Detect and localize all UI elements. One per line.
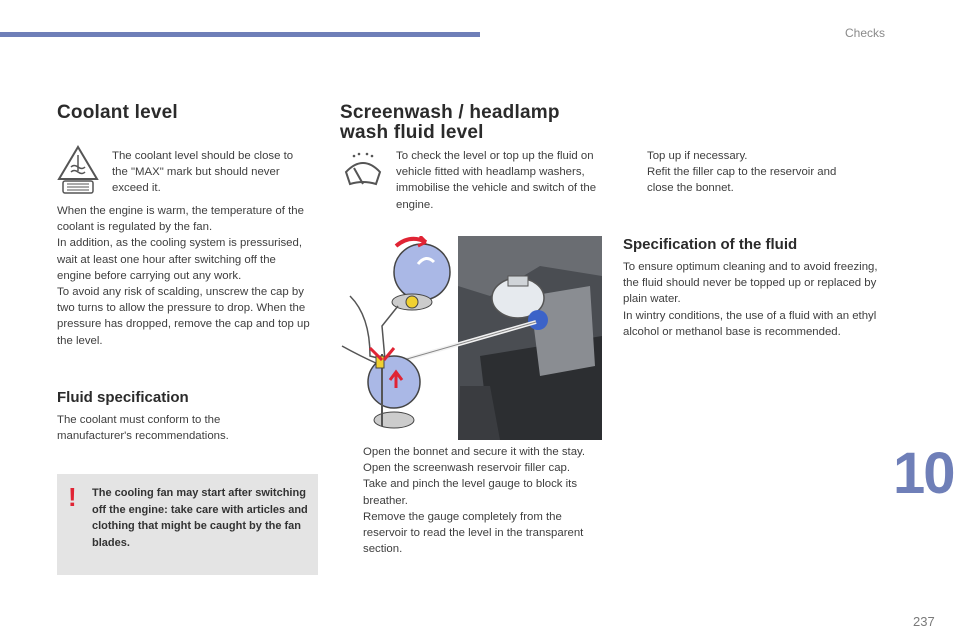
coolant-reservoir-icon	[57, 145, 99, 195]
chapter-number: 10	[893, 441, 954, 506]
coolant-intro: The coolant level should be close to the "MAX" mark but should never exceed it.	[112, 150, 294, 195]
page-number: 237	[913, 614, 935, 629]
header-bar	[0, 32, 480, 37]
list-item: Remove the gauge completely from the reservoir to read the level in the transparent section.	[363, 510, 584, 556]
screenwash-intro: To check the level or top up the fluid on vehicle fitted with headlamp washers, immobilise the vehicle and switch of the engine.	[396, 150, 597, 211]
list-item: Open the bonnet and secure it with the stay.	[363, 446, 586, 458]
windscreen-washer-icon	[342, 150, 384, 190]
coolant-title: Coolant level	[57, 102, 178, 123]
spec-title: Specification of the fluid	[623, 236, 798, 253]
topup-steps	[625, 148, 865, 197]
section-label: Checks	[844, 26, 885, 40]
fluid-spec-text: The coolant must conform to the manufacturer's recommendations.	[57, 414, 229, 443]
coolant-paragraph: To avoid any risk of scalding, unscrew the cap by two turns to allow the pressure to drop. When the pressure has dropped, remove the cap and top up the level.	[57, 286, 310, 347]
screenwash-title	[340, 103, 560, 143]
list-item: Take and pinch the level gauge to block its breather.	[363, 478, 578, 507]
warning-text: The cooling fan may start after switching off the engine: take care with articles and clothing that might be caught by the fan blades.	[92, 487, 308, 549]
list-item: Open the screenwash reservoir filler cap.	[363, 462, 571, 475]
list-item: Top up if necessary.	[647, 150, 748, 162]
screenwash-steps	[341, 444, 599, 557]
warning-icon: !	[68, 482, 77, 512]
spec-paragraph: To ensure optimum cleaning and to avoid freezing, the fluid should never be topped up or replaced by plain water.	[623, 261, 878, 306]
coolant-body	[57, 203, 313, 349]
coolant-paragraph: When the engine is warm, the temperature of the coolant is regulated by the fan.	[57, 205, 304, 234]
spec-text	[623, 259, 885, 340]
list-item: Refit the filler cap to the reservoir and close the bonnet.	[647, 166, 837, 195]
coolant-paragraph: In addition, as the cooling system is pressurised, wait at least one hour after switching off the engine before carrying out any work.	[57, 237, 303, 282]
screenwash-title-line: wash fluid level	[340, 122, 484, 143]
spec-paragraph: In wintry conditions, the use of a fluid with an ethyl alcohol or methanol base is recommended.	[623, 309, 877, 338]
reservoir-illustration	[340, 236, 602, 440]
screenwash-title-line: Screenwash / headlamp	[340, 102, 560, 123]
fluid-spec-title: Fluid specification	[57, 389, 189, 406]
